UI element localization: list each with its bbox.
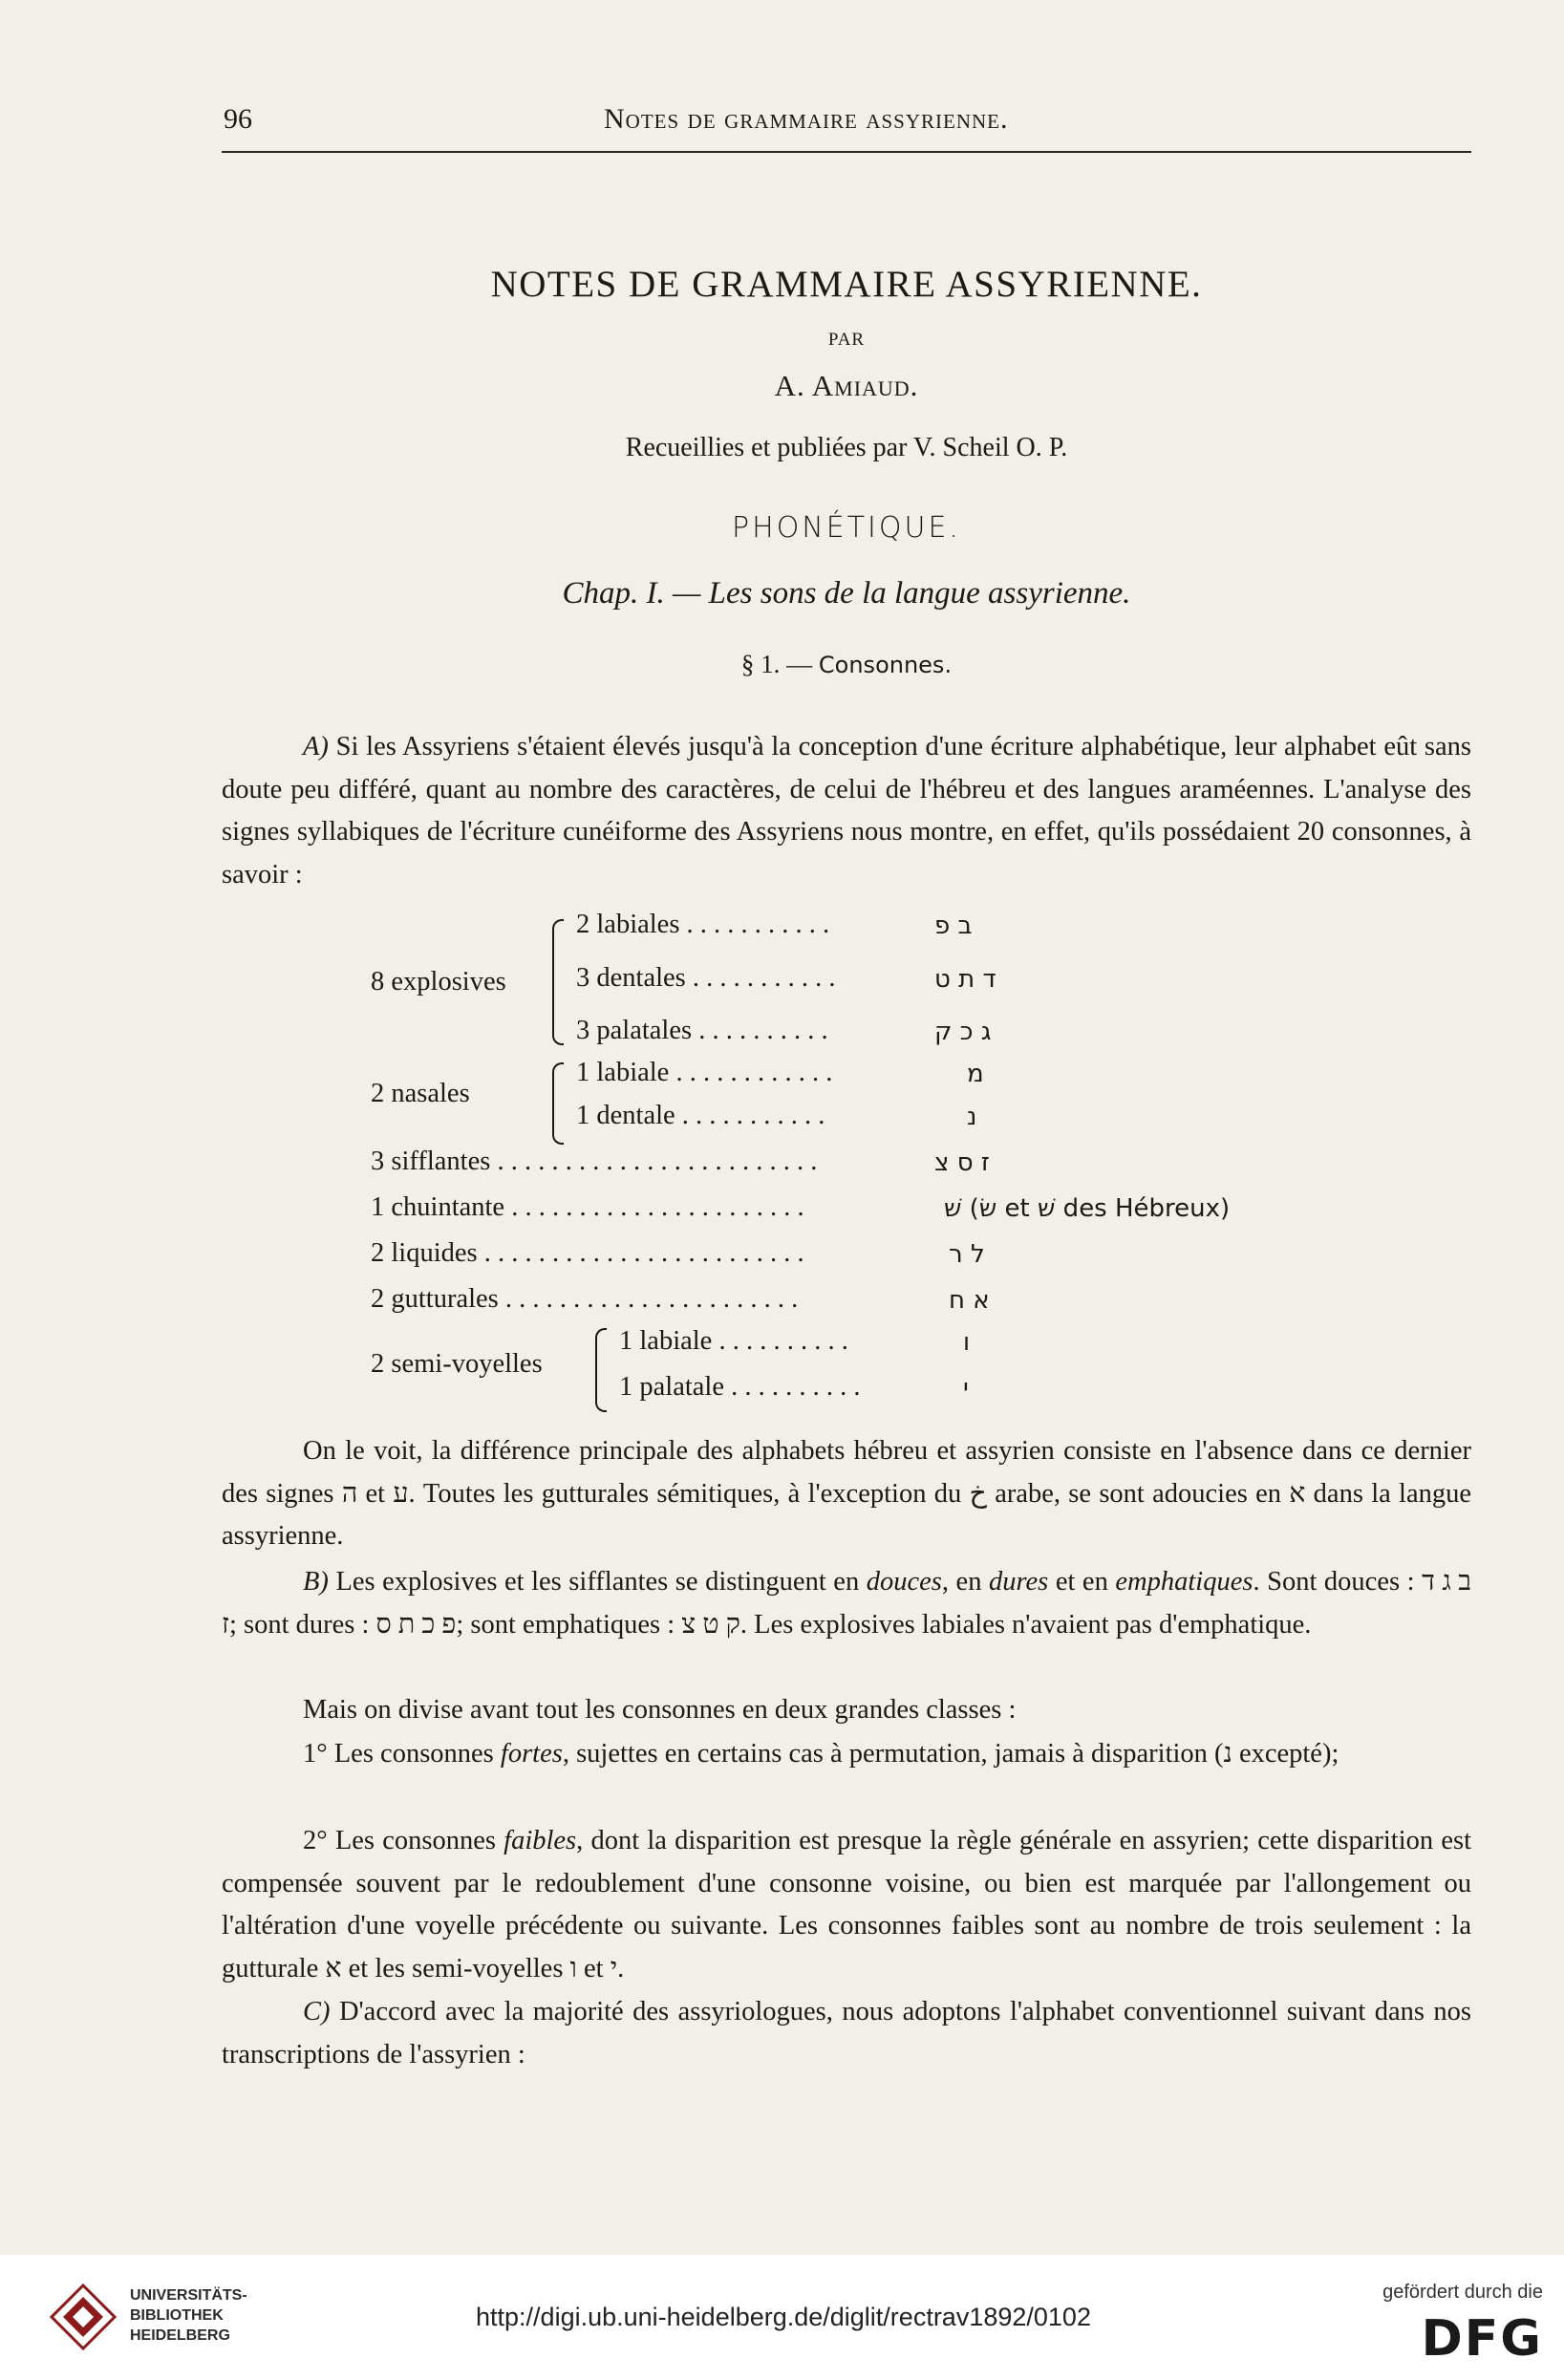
heb-gutturales: א ח	[949, 1286, 990, 1315]
row-labiale: 1 labiale . . . . . . . . . . . .	[576, 1058, 833, 1087]
row-sifflantes: 3 sifflantes . . . . . . . . . . . . . . . . . . . . . . . .	[371, 1147, 818, 1176]
running-title: Notes de grammaire assyrienne.	[604, 103, 1009, 135]
row-dentales: 3 dentales . . . . . . . . . . .	[576, 963, 836, 993]
heb-dentales: ד ת ט	[934, 965, 996, 994]
para-b-emphatiques: emphatiques	[1115, 1567, 1253, 1597]
permalink[interactable]: http://digi.ub.uni-heidelberg.de/diglit/rectrav1892/0102	[476, 2303, 1091, 2331]
para-voit-text: On le voit, la différence principale des alphabets hébreu et assyrien consiste en l'absence dans ce dernier des signes ה et ע. Toutes les gutturales sémitiques, à l'exception du خ arabe, se sont adoucies en א dans la langue assyrienne.	[222, 1436, 1472, 1551]
library-name	[130, 2285, 247, 2346]
consonant-table	[371, 910, 1326, 1416]
para-b-label: B)	[303, 1567, 329, 1597]
byline-par: PAR	[827, 330, 866, 350]
paragraph-mais	[222, 1689, 1471, 1732]
para-b-text-4: . Sont douces : ב ג ד ז; sont dures : פ כ ת ס; sont emphatiques : ק ט צ. Les explosives labiales n'avaient pas d'emphatique.	[222, 1567, 1472, 1640]
row-nasales: 2 nasales	[371, 1079, 470, 1108]
row-dentale: 1 dentale . . . . . . . . . . .	[576, 1101, 825, 1130]
section-heading: PHONÉTIQUE.	[732, 511, 961, 545]
collected-by: Recueillies et publiées par V. Scheil O. P.	[625, 433, 1068, 462]
dfg-logo: DFG	[1421, 2310, 1543, 2368]
heb-dentale: נ	[967, 1103, 977, 1131]
paragraph-b	[222, 1561, 1471, 1646]
heb-chuintante: שׁ (שׂ et שׁ des Hébreux)	[944, 1194, 1231, 1223]
library-name-line1: UNIVERSITÄTS-	[130, 2287, 247, 2304]
para-1-start: 1° Les consonnes	[303, 1739, 501, 1769]
heb-palatales: ג כ ק	[934, 1018, 992, 1046]
para-a-label: A)	[303, 732, 329, 761]
library-name-line3: HEIDELBERG	[130, 2327, 230, 2344]
para-mais-text: Mais on divise avant tout les consonnes en deux grandes classes :	[303, 1695, 1017, 1725]
heb-liquides: ל ר	[949, 1240, 985, 1269]
para-b-douces: douces	[866, 1567, 942, 1597]
para-2-faibles: faibles	[503, 1826, 577, 1855]
footer	[0, 2255, 1564, 2380]
row-gutturales: 2 gutturales . . . . . . . . . . . . . . . . . . . . . .	[371, 1284, 799, 1314]
row-explosives: 8 explosives	[371, 967, 506, 997]
paragraph-fortes	[222, 1733, 1471, 1776]
page-number: 96	[224, 103, 252, 135]
para-c-label: C)	[303, 1997, 331, 2026]
library-name-line2: BIBLIOTHEK	[130, 2307, 224, 2324]
para-b-dures: dures	[989, 1567, 1049, 1597]
paragraph-voit	[222, 1430, 1471, 1558]
paragraph-a	[222, 726, 1471, 896]
article-title: NOTES DE GRAMMAIRE ASSYRIENNE.	[490, 264, 1203, 305]
running-head	[222, 103, 1471, 153]
para-c-text: D'accord avec la majorité des assyriologues, nous adoptons l'alphabet conventionnel suivant dans nos transcriptions de l'assyrien :	[222, 1997, 1471, 2069]
row-chuintante: 1 chuintante . . . . . . . . . . . . . . . . . . . . . .	[371, 1192, 804, 1222]
subsection-number: § 1. —	[740, 650, 819, 678]
brace-nasales	[552, 1062, 564, 1145]
para-b-text-3: et en	[1048, 1567, 1116, 1597]
row-liquides: 2 liquides . . . . . . . . . . . . . . . . . . . . . . . .	[371, 1238, 804, 1268]
row-semi-palatale: 1 palatale . . . . . . . . . .	[619, 1372, 861, 1402]
heb-sifflantes: ז ס צ	[934, 1148, 990, 1177]
para-1-fortes: fortes	[500, 1739, 563, 1769]
heb-labiale: מ	[967, 1060, 984, 1088]
subsection-word: Consonnes.	[818, 652, 953, 678]
para-b-text-1: Les explosives et les sifflantes se distinguent en	[328, 1567, 867, 1597]
para-2-rest: , dont la disparition est presque la règle générale en assyrien; cette disparition est compensée souvent par le redoublement d'une consonne voisine, ou bien est marquée par l'allongement ou l'altération d'une voyelle précédente ou suivante. Les consonnes faibles sont au nombre de trois seulement : la gutturale א et les semi-voyelles ו et י.	[222, 1826, 1471, 1983]
brace-explosives	[552, 919, 564, 1045]
heb-semi-palatale: י	[963, 1374, 969, 1403]
paragraph-faibles	[222, 1820, 1471, 1990]
para-a-text: Si les Assyriens s'étaient élevés jusqu'à la conception d'une écriture alphabétique, leur alphabet eût sans doute peu différé, quant au nombre des caractères, de celui de l'hébreu et des langues araméennes. L'analyse des signes syllabiques de l'écriture cunéiforme des Assyriens nous montre, en effet, qu'ils possédaient 20 consonnes, à savoir :	[222, 732, 1471, 890]
chapter-heading: Chap. I. — Les sons de la langue assyrienne.	[562, 576, 1131, 611]
paragraph-c	[222, 1991, 1471, 2076]
heb-labiales: ב פ	[934, 911, 973, 940]
row-semi-labiale: 1 labiale . . . . . . . . . .	[619, 1326, 848, 1356]
para-1-rest: , sujettes en certains cas à permutation, jamais à disparition (נ excepté);	[562, 1739, 1339, 1769]
funded-by-note: gefördert durch die	[1382, 2282, 1543, 2303]
heb-semi-labiale: ו	[963, 1328, 971, 1357]
brace-semi	[595, 1328, 607, 1412]
para-b-text-2: , en	[941, 1567, 989, 1597]
author: A. Amiaud.	[774, 369, 919, 402]
library-logo-icon	[50, 2284, 117, 2350]
row-semi-voyelles: 2 semi-voyelles	[371, 1349, 543, 1379]
subsection-heading	[222, 650, 1471, 679]
para-2-start: 2° Les consonnes	[303, 1826, 504, 1855]
row-palatales: 3 palatales . . . . . . . . . .	[576, 1016, 828, 1045]
row-labiales: 2 labiales . . . . . . . . . . .	[576, 910, 830, 939]
